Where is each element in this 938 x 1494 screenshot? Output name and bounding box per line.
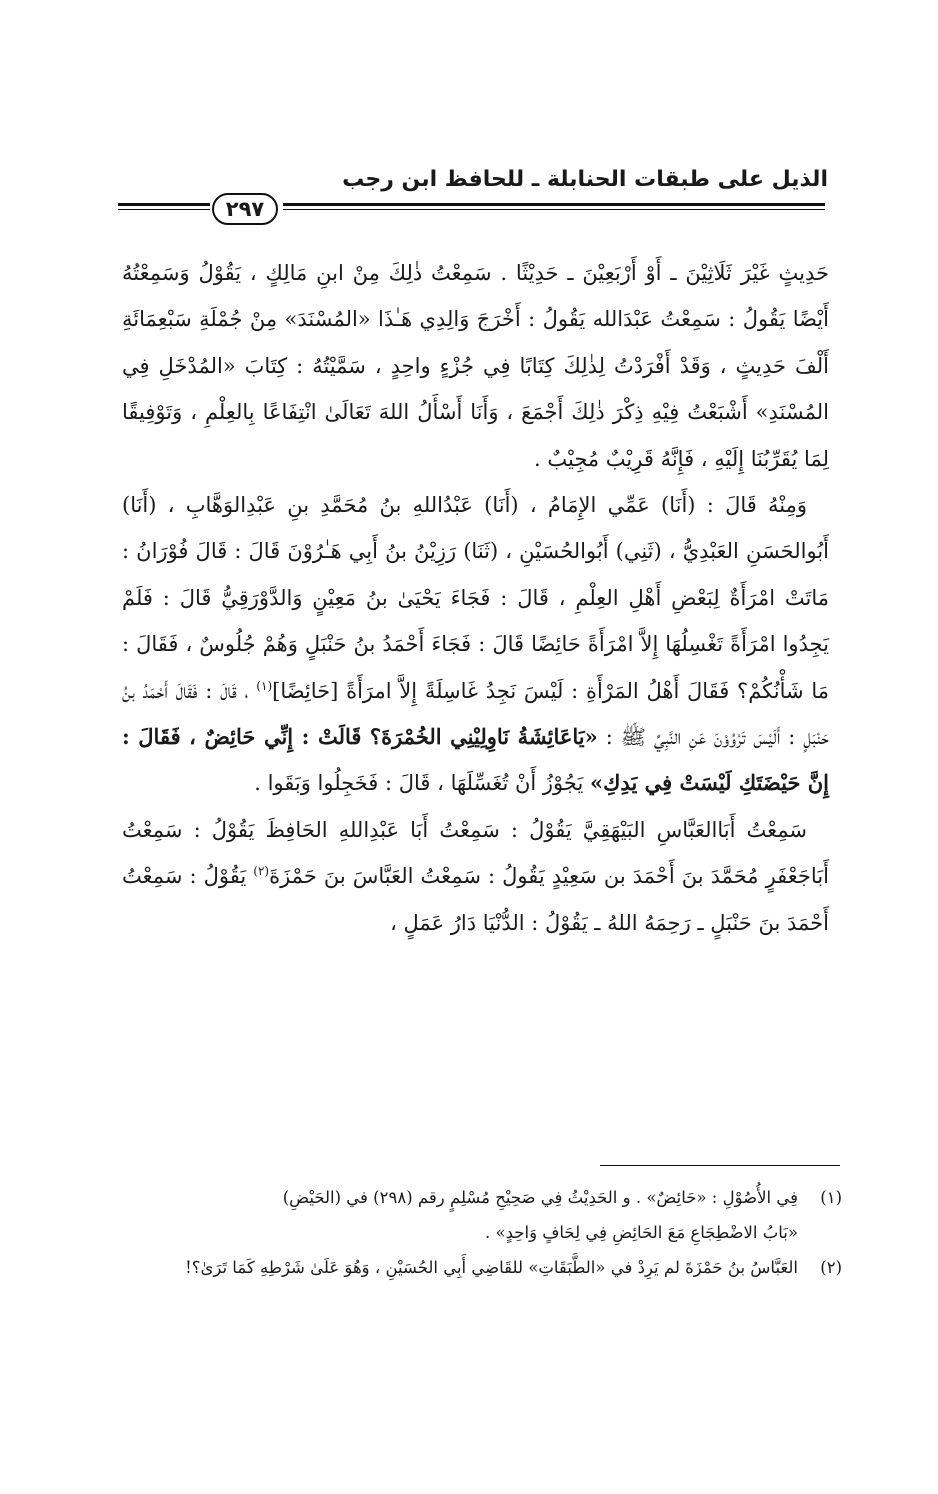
- running-header: الذيل على طبقات الحنابلة ـ للحافظ ابن رجب: [342, 167, 828, 192]
- footnote-ref-2[interactable]: (٢): [253, 864, 270, 879]
- footnote-number: (١): [820, 1188, 842, 1207]
- header-rule-left: [118, 203, 210, 206]
- main-text: [122, 250, 829, 946]
- footnote-text: فِي الأُصُوْلِ : «حَائِضٌ» . و الحَدِيْثُ فِي صَحِيْحِ مُسْلِمٍ رقم (٢٩٨) في (الحَيْضِ): [282, 1188, 798, 1207]
- paragraph-1-text: حَدِيثٍ غَيْرَ ثَلَاثِيْنَ ـ أَوْ أَرْبَعِيْنَ ـ حَدِيْثًا . سَمِعْتُ ذٰلِكَ مِنْ ابنِ مَالِكٍ ، يَقُوْلُ وَسَمِعْتُهُ أَيْضًا يَقُولُ : سَمِعْتُ عَبْدَالله يَقُولُ : أَخْرَجَ وَالِدِي هَـٰذَا «المُسْنَدَ» مِنْ جُمْلَةِ سَبْعِمَائَةِ أَلْفَ حَدِيثٍ ، وَقَدْ أَفْرَدْتُ لِذٰلِكَ كِتَابًا فِي جُزْءٍ واحِدٍ ، سَمَّيْتُهُ : كِتَابَ «المُدْخَلِ فِي المُسْنَدِ» أَشْبَعْتُ فِيْهِ ذِكْرَ ذٰلِكَ أَجْمَعَ ، وَأَنَا أَسْأَلُ اللهَ تَعَالَىٰ انْتِفَاعًا بِالعِلْمِ ، وَتَوْفِيقًا لِمَا يُقَرِّبُنَا إِلَيْهِ ، فَإِنَّهُ قَرِيْبٌ مُجِيْبٌ .: [122, 261, 829, 471]
- hadith-quote: «يَاعَائِشَةُ نَاوِلِيْنِي الخُمْرَةَ؟ قَالَتْ : إِنِّي حَائِضٌ ، فَقَالَ : إِنَّ حَيْضَتَكِ لَيْسَتْ فِي يَدِكِ»: [122, 724, 829, 796]
- paragraph-3: [122, 807, 829, 946]
- header-rule-right: [283, 203, 825, 206]
- paragraph-3-text-a: سَمِعْتُ أَبَاالعَبَّاسِ البَيْهَقِيَّ يَقُوْلُ : سَمِعْتُ أَبَا عَبْدِاللهِ الحَافِظَ يَقُوْلُ : سَمِعْتُ أَبَاجَعْفَرٍ مُحَمَّدَ بنَ أَحْمَدَ بن سَعِيْدٍ يَقُولُ : سَمِعْتُ العَبَّاسَ بنَ حَمْزَةَ: [122, 817, 829, 889]
- footnote-separator: [600, 1165, 840, 1166]
- footnote-ref-1[interactable]: (١): [256, 678, 273, 693]
- footnote-2: [122, 1250, 842, 1285]
- page-number: ٢٩٧: [212, 193, 278, 225]
- paragraph-2-text-c: يَجُوْزُ أَنْ تُغَسِّلَهَا ، قَالَ : فَخَجِلُوا وَبَقَوا .: [254, 771, 584, 796]
- paragraph-2: [122, 482, 829, 807]
- footnote-1-continuation: «بَابُ الاضْطِجَاعِ مَعَ الحَائِضِ فِي لِحَافٍ وَاحِدٍ» .: [485, 1223, 798, 1242]
- footnote-text: العَبَّاسُ بنُ حَمْزَةَ لم يَرِدْ في «الطَّبَقَاتِ» للقَاضِي أَبِي الحُسَيْنِ ، وَهُوَ عَلَىٰ شَرْطِهِ كَمَا تَرَىٰ؟!: [185, 1258, 798, 1277]
- paragraph-1: [122, 250, 829, 482]
- paragraph-3-text-b: يَقُوْلُ : سَمِعْتُ أَحْمَدَ بنَ حَنْبَلٍ ـ رَحِمَهُ اللهُ ـ يَقُوْلُ : الدُّنْيَا دَارُ عَمَلٍ ،: [122, 864, 829, 935]
- header-rule-right-thin: [283, 209, 825, 210]
- footnote-number: (٢): [820, 1258, 842, 1277]
- paragraph-2-text-b: ، قَالَ : فَقَالَ أَحْمَدُ بنُ حَنْبَلٍ : أَلَيْسَ تَرْوُوْنَ عَنِ النَّبِيِّ ﷺ :: [122, 678, 829, 750]
- footnotes: [122, 1180, 842, 1285]
- header-rule-left-thin: [118, 209, 210, 210]
- footnote-1: [122, 1180, 842, 1215]
- paragraph-2-text-a: وَمِنْهُ قَالَ : (أَنَا) عَمِّي الإِمَامُ ، (أَنَا) عَبْدُاللهِ بنُ مُحَمَّدِ بنِ عَبْدِالوَهَّابِ ، (أَنَا) أَبُوالحَسَنِ العَبْدِيُّ ، (ثَنِي) أَبُوالحُسَيْنِ ، (ثَنَا) رَزِيْنُ بنُ أَبِي هَـٰرُوْنَ قَالَ : قَالَ فُوْرَانُ : مَاتَتْ امْرَأَةٌ لِبَعْضِ أَهْلِ العِلْمِ ، قَالَ : فَجَاءَ يَحْيَىٰ بنُ مَعِيْنٍ وَالدَّوْرَقِيُّ قَالَ : فَلَمْ يَجِدُوا امْرَأَةً تَغْسِلُهَا إِلاَّ امْرَأَةً حَائِضًا قَالَ : فَجَاءَ أَحْمَدُ بنُ حَنْبَلٍ وَهُمْ جُلُوسٌ ، فَقَالَ : مَا شَأْنُكُمْ؟ فَقَالَ أَهْلُ المَرْأَةِ : لَيْسَ نَجِدُ غَاسِلَةً إِلاَّ امرَأَةً [حَائِضًا]: [122, 493, 829, 703]
